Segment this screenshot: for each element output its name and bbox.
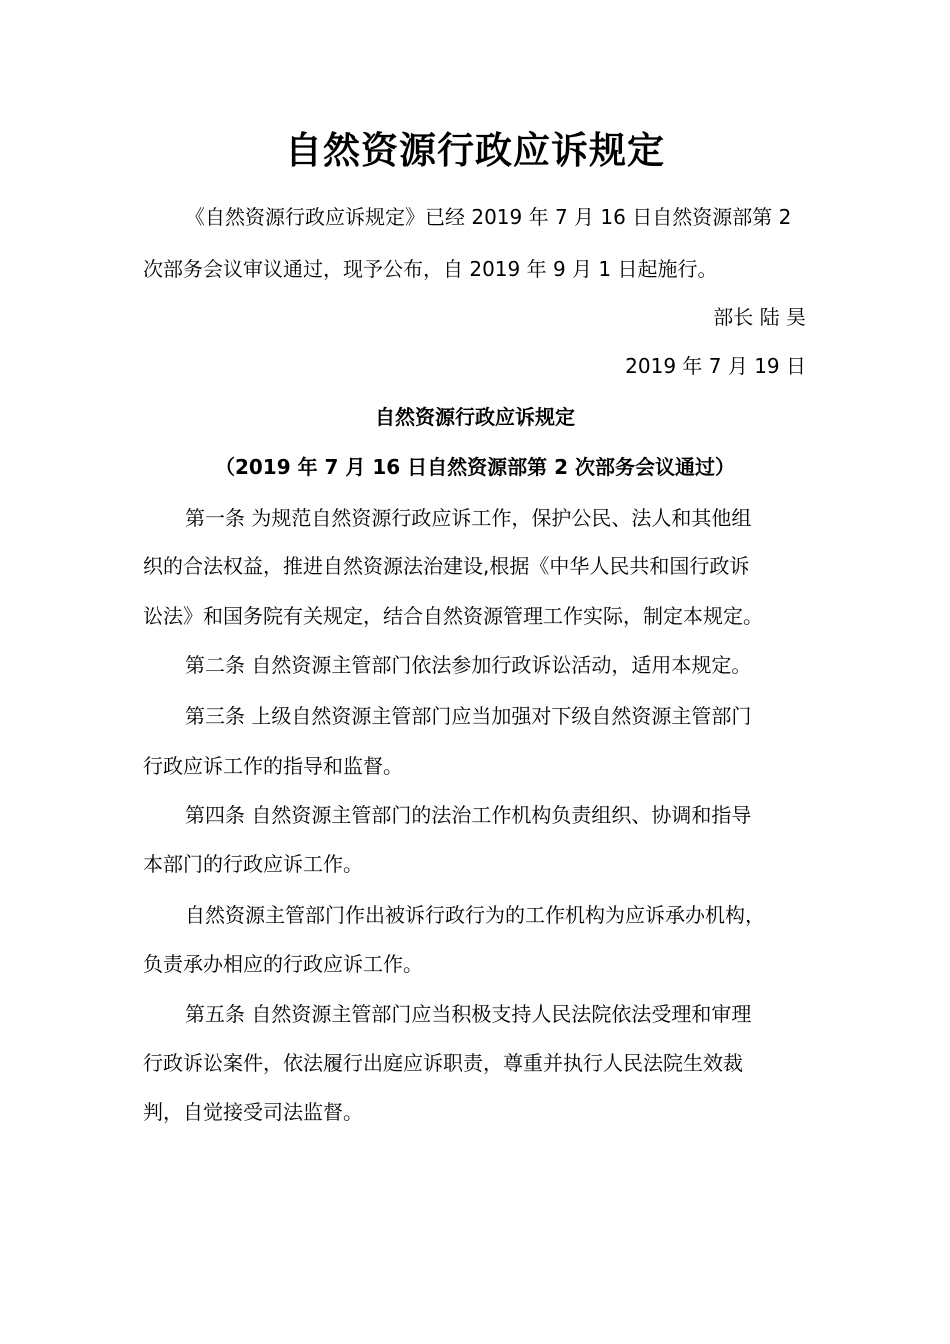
article-3-line: 第三条 上级自然资源主管部门应当加强对下级自然资源主管部门 [185, 704, 752, 728]
article-1-line: 织的合法权益，推进自然资源法治建设,根据《中华人民共和国行政诉 [143, 554, 750, 578]
page-title: 自然资源行政应诉规定 [285, 129, 665, 172]
regulation-title: 自然资源行政应诉规定 [375, 405, 575, 429]
article-3-line: 行政应诉工作的指导和监督。 [143, 754, 403, 778]
article-5-line: 第五条 自然资源主管部门应当积极支持人民法院依法受理和审理 [185, 1002, 752, 1026]
publish-date: 2019 年 7 月 19 日 [625, 354, 806, 378]
article-5-line: 判，自觉接受司法监督。 [143, 1100, 363, 1124]
announcement-line: 次部务会议审议通过，现予公布，自 2019 年 9 月 1 日起施行。 [143, 257, 718, 281]
announcement-line: 《自然资源行政应诉规定》已经 2019 年 7 月 16 日自然资源部第 2 [185, 205, 792, 229]
adoption-note: （2019 年 7 月 16 日自然资源部第 2 次部务会议通过） [214, 455, 736, 479]
article-4-paragraph-2-line: 负责承办相应的行政应诉工作。 [143, 952, 423, 976]
article-5-line: 行政诉讼案件，依法履行出庭应诉职责，尊重并执行人民法院生效裁 [143, 1051, 743, 1075]
article-4-line: 本部门的行政应诉工作。 [143, 852, 363, 876]
article-4-paragraph-2-line: 自然资源主管部门作出被诉行政行为的工作机构为应诉承办机构， [185, 903, 765, 927]
article-2-line: 第二条 自然资源主管部门依法参加行政诉讼活动，适用本规定。 [185, 653, 752, 677]
article-1-line: 讼法》和国务院有关规定，结合自然资源管理工作实际，制定本规定。 [143, 604, 763, 628]
signature: 部长 陆 昊 [713, 305, 806, 329]
article-4-line: 第四条 自然资源主管部门的法治工作机构负责组织、协调和指导 [185, 803, 752, 827]
article-1-line: 第一条 为规范自然资源行政应诉工作，保护公民、法人和其他组 [185, 506, 752, 530]
